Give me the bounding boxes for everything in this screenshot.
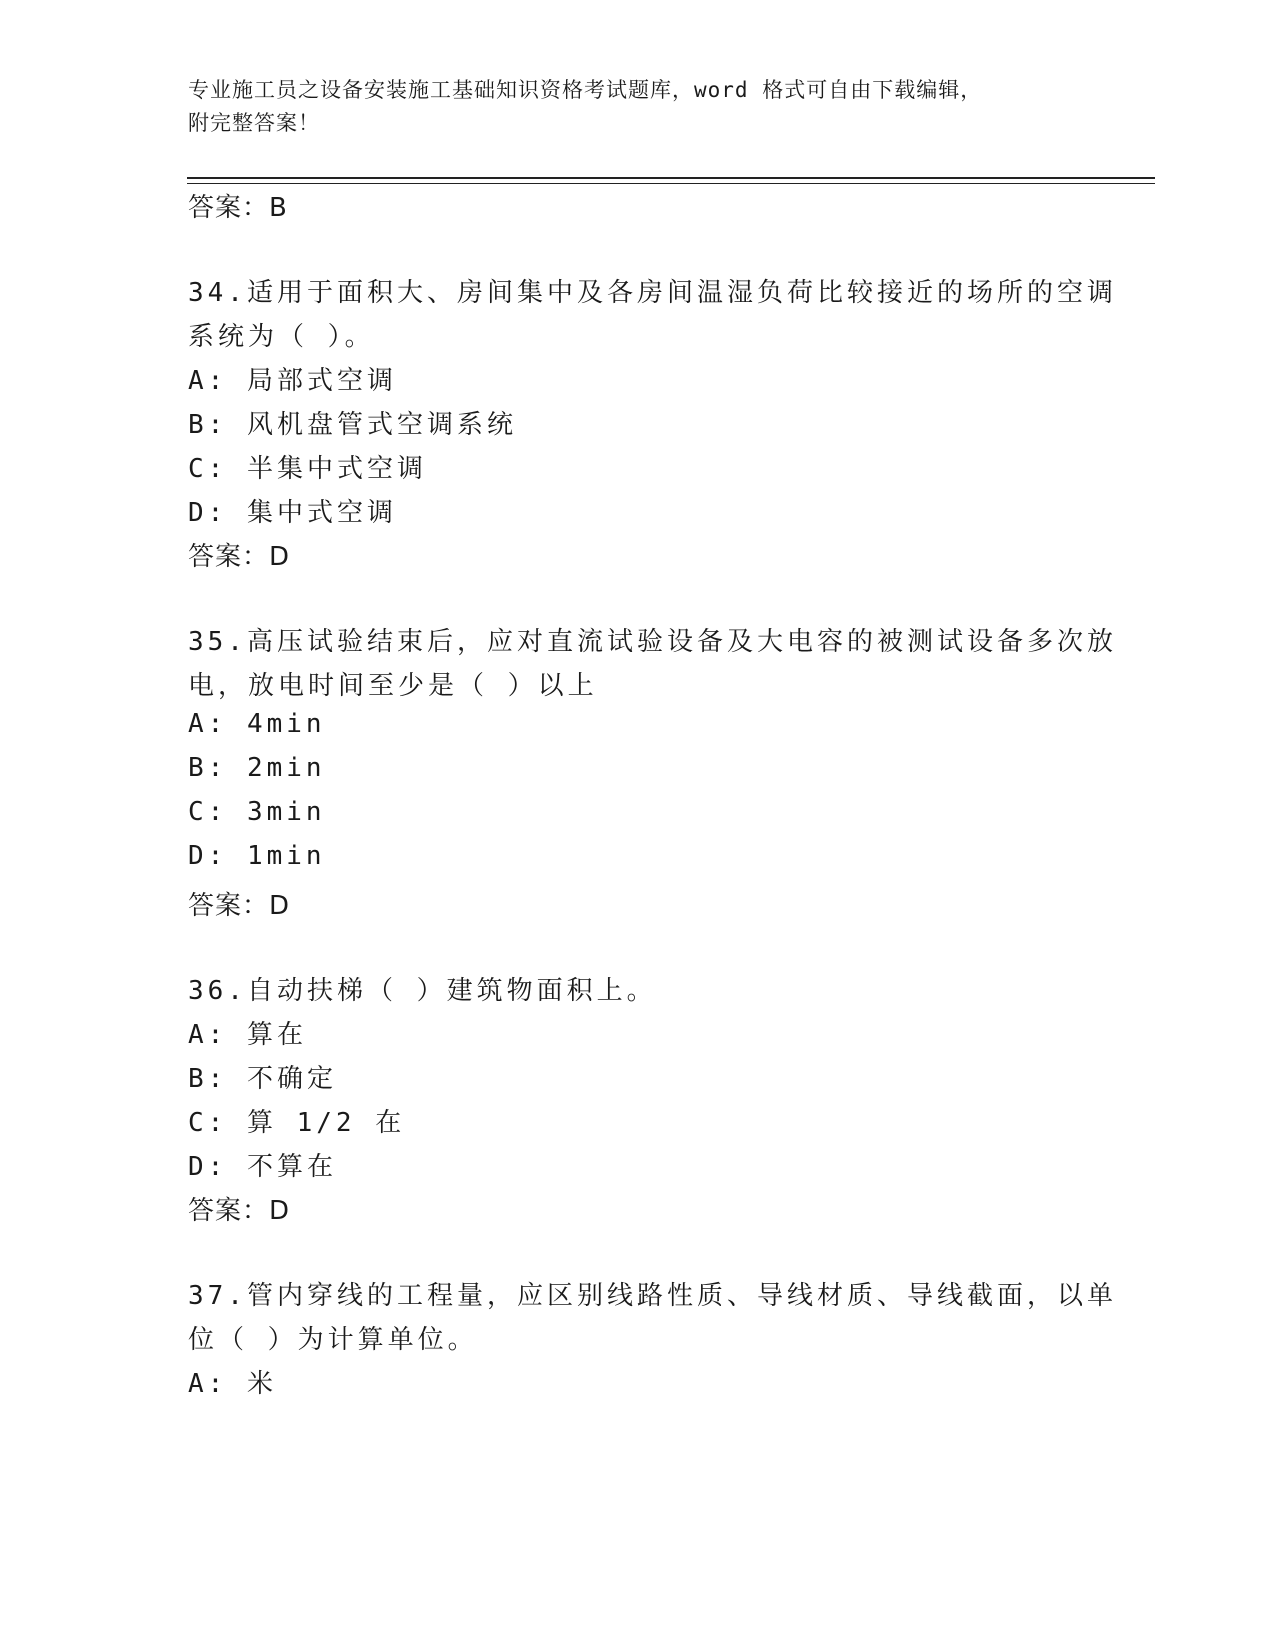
header-line-2: 附完整答案！ bbox=[188, 111, 320, 135]
answer-q34: 答案：D bbox=[188, 542, 291, 572]
q34-option-a: A: 局部式空调 bbox=[188, 366, 397, 396]
q36-option-b: B: 不确定 bbox=[188, 1064, 337, 1094]
q35-stem-line-2: 电，放电时间至少是（ ）以上 bbox=[188, 671, 598, 701]
q37-option-a: A: 米 bbox=[188, 1369, 277, 1399]
q37-stem-line-2: 位（ ）为计算单位。 bbox=[188, 1325, 478, 1355]
q34-stem-line-2: 系统为（ ）。 bbox=[188, 322, 375, 352]
q36-stem-line-1: 36.自动扶梯（ ）建筑物面积上。 bbox=[188, 976, 657, 1006]
q34-option-c: C: 半集中式空调 bbox=[188, 454, 427, 484]
q36-option-c: C: 算 1/2 在 bbox=[188, 1108, 406, 1138]
document-header bbox=[188, 74, 1078, 140]
header-line-1: 专业施工员之设备安装施工基础知识资格考试题库，word 格式可自由下载编辑， bbox=[188, 78, 983, 102]
q36-option-a: A: 算在 bbox=[188, 1020, 307, 1050]
answer-q35: 答案：D bbox=[188, 891, 291, 921]
q35-option-a: A: 4min bbox=[188, 709, 326, 739]
q35-option-c: C: 3min bbox=[188, 797, 326, 827]
header-divider-thin bbox=[187, 183, 1155, 184]
q36-option-d: D: 不算在 bbox=[188, 1152, 337, 1182]
header-divider-thick bbox=[187, 177, 1155, 179]
q35-stem-line-1: 35.高压试验结束后，应对直流试验设备及大电容的被测试设备多次放 bbox=[188, 627, 1117, 657]
q34-option-d: D: 集中式空调 bbox=[188, 498, 397, 528]
q35-option-b: B: 2min bbox=[188, 753, 326, 783]
answer-q36: 答案：D bbox=[188, 1196, 291, 1226]
q37-stem-line-1: 37.管内穿线的工程量，应区别线路性质、导线材质、导线截面，以单 bbox=[188, 1281, 1117, 1311]
q34-stem-line-1: 34.适用于面积大、房间集中及各房间温湿负荷比较接近的场所的空调 bbox=[188, 278, 1117, 308]
q35-option-d: D: 1min bbox=[188, 841, 326, 871]
answer-q33: 答案：B bbox=[188, 193, 288, 223]
q34-option-b: B: 风机盘管式空调系统 bbox=[188, 410, 517, 440]
